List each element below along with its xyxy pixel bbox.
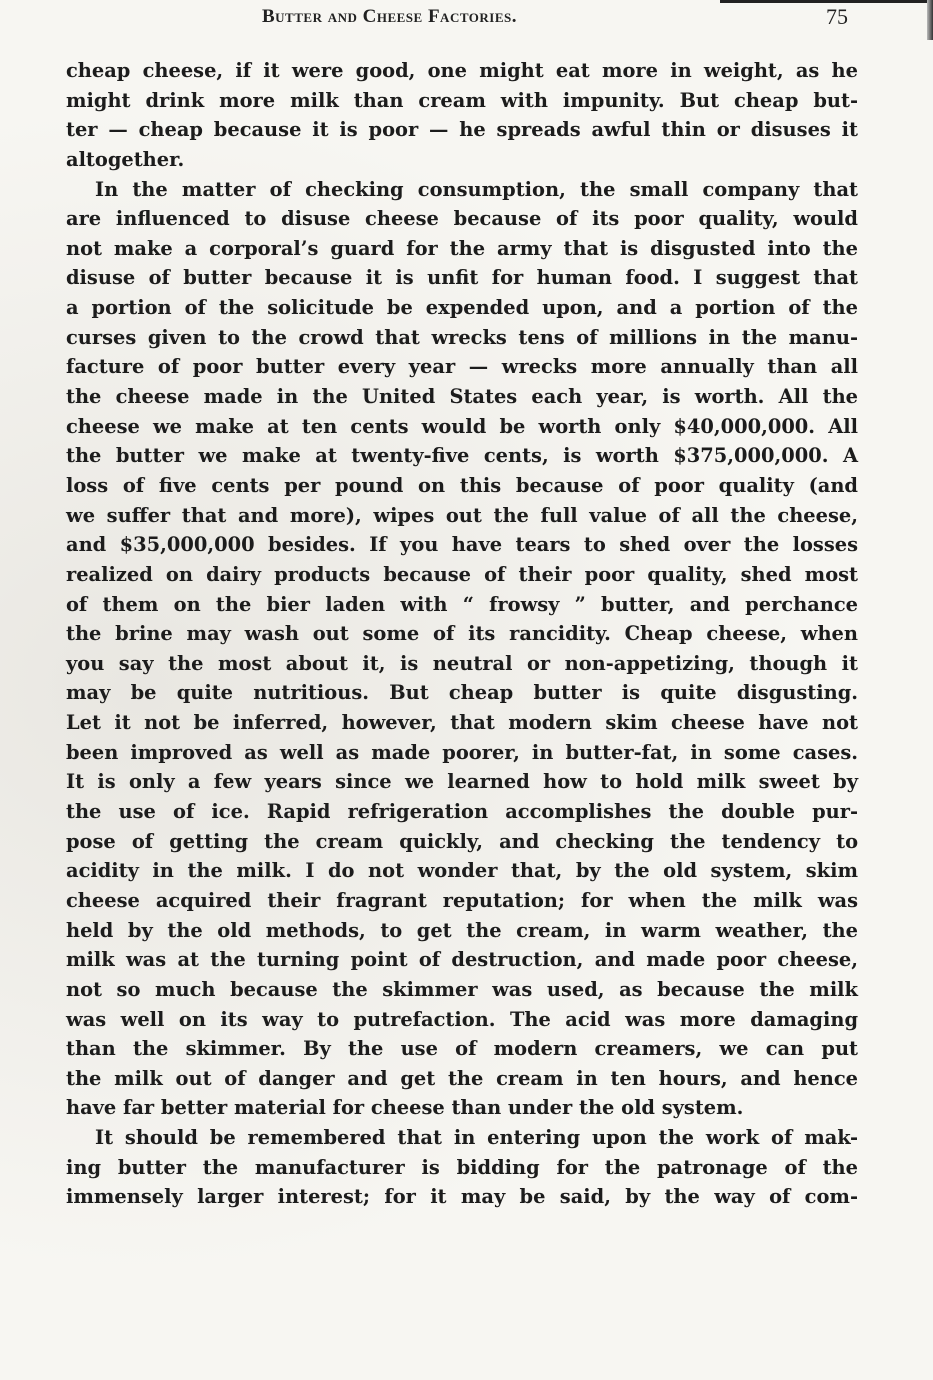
text-line: cheese we make at ten cents would be worth only $40,000,000. All bbox=[66, 414, 858, 438]
text-line: a portion of the solicitude be expended upon, and a portion of the bbox=[66, 296, 858, 320]
text-line: not make a corporal’s guard for the army that is disgusted into the bbox=[66, 236, 858, 260]
page-edge-shadow bbox=[927, 0, 933, 40]
text-line: ter — cheap because it is poor — he spreads awful thin or disuses it bbox=[66, 118, 858, 142]
text-line: cheese acquired their fragrant reputation; for when the milk was bbox=[66, 888, 858, 912]
text-line: held by the old methods, to get the cream, in warm weather, the bbox=[66, 918, 858, 942]
text-line: than the skimmer. By the use of modern creamers, we can put bbox=[66, 1037, 858, 1061]
text-line: It is only a few years since we learned how to hold milk sweet by bbox=[66, 770, 858, 794]
text-line: realized on dairy products because of their poor quality, shed most bbox=[66, 562, 858, 586]
text-line: might drink more milk than cream with impunity. But cheap but- bbox=[66, 88, 858, 112]
text-line: the butter we make at twenty-five cents, is worth $375,000,000. A bbox=[66, 444, 858, 468]
text-line: pose of getting the cream quickly, and checking the tendency to bbox=[66, 829, 858, 853]
text-line: the milk out of danger and get the cream in ten hours, and hence bbox=[66, 1066, 858, 1090]
text-line: we suffer that and more), wipes out the full value of all the cheese, bbox=[66, 503, 858, 527]
text-line: not so much because the skimmer was used, as because the milk bbox=[66, 977, 858, 1001]
text-line: Let it not be inferred, however, that modern skim cheese have not bbox=[66, 711, 858, 735]
text-line: been improved as well as made poorer, in butter-fat, in some cases. bbox=[66, 740, 858, 764]
text-line: may be quite nutritious. But cheap butter is quite disgusting. bbox=[66, 681, 858, 705]
text-line: disuse of butter because it is unfit for human food. I suggest that bbox=[66, 266, 858, 290]
text-line: immensely larger interest; for it may be said, by the way of com- bbox=[66, 1185, 858, 1209]
text-line: of them on the bier laden with “ frowsy ” butter, and perchance bbox=[66, 592, 858, 616]
text-line: the use of ice. Rapid refrigeration accomplishes the double pur- bbox=[66, 800, 858, 824]
top-rule bbox=[720, 0, 933, 3]
text-line: ing butter the manufacturer is bidding for the patronage of the bbox=[66, 1155, 858, 1179]
text-line: In the matter of checking consumption, the small company that bbox=[95, 177, 858, 201]
text-line: facture of poor butter every year — wrecks more annually than all bbox=[66, 355, 858, 379]
text-line: altogether. bbox=[66, 147, 185, 171]
text-line: you say the most about it, is neutral or non-appetizing, though it bbox=[66, 651, 858, 675]
page-number: 75 bbox=[826, 4, 848, 29]
text-line: and $35,000,000 besides. If you have tears to shed over the losses bbox=[66, 533, 858, 557]
text-line: was well on its way to putrefaction. The acid was more damaging bbox=[66, 1007, 858, 1031]
text-line: loss of five cents per pound on this because of poor quality (and bbox=[66, 473, 858, 497]
text-line: acidity in the milk. I do not wonder that, by the old system, skim bbox=[66, 859, 858, 883]
text-line: cheap cheese, if it were good, one might eat more in weight, as he bbox=[66, 59, 858, 82]
running-head: Butter and Cheese Factories. bbox=[262, 6, 517, 27]
text-line: the brine may wash out some of its rancidity. Cheap cheese, when bbox=[66, 622, 858, 646]
text-line: milk was at the turning point of destruction, and made poor cheese, bbox=[66, 948, 858, 972]
text-line: the cheese made in the United States each year, is worth. All the bbox=[66, 385, 858, 409]
text-line: are influenced to disuse cheese because of its poor quality, would bbox=[66, 207, 858, 231]
body-text bbox=[66, 56, 858, 1212]
text-line: curses given to the crowd that wrecks tens of millions in the manu- bbox=[66, 325, 858, 349]
text-line: It should be remembered that in entering upon the work of mak- bbox=[95, 1126, 858, 1150]
text-line: have far better material for cheese than under the old system. bbox=[66, 1096, 744, 1120]
